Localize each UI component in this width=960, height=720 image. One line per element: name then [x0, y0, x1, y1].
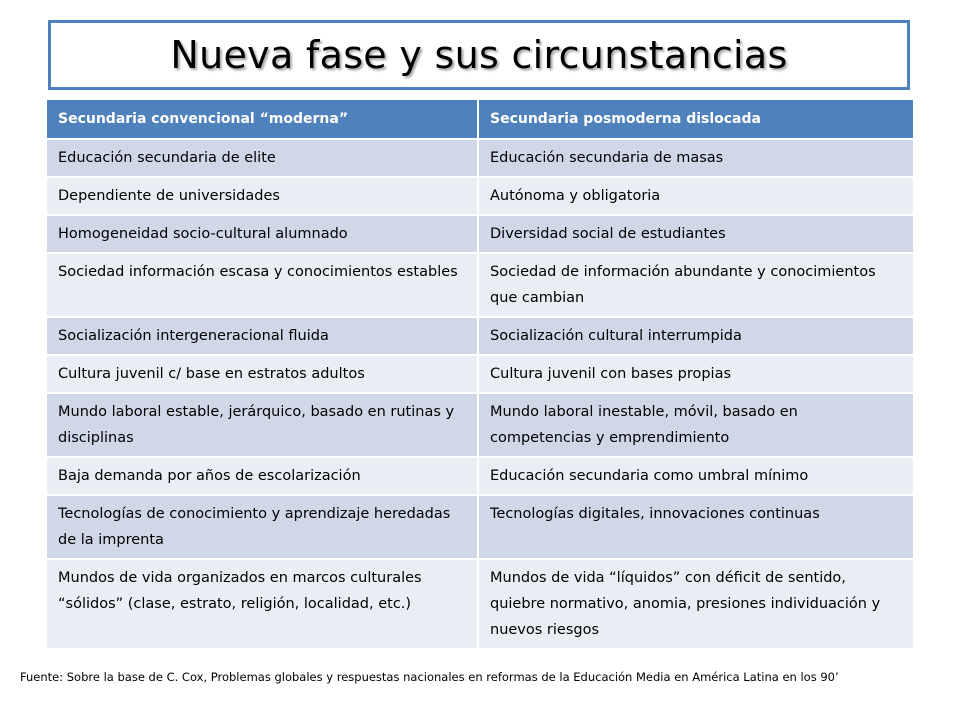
cell-postmodern: Tecnologías digitales, innovaciones continuas — [478, 495, 913, 559]
cell-postmodern: Educación secundaria de masas — [478, 139, 913, 177]
cell-conventional: Baja demanda por años de escolarización — [47, 457, 478, 495]
header-postmodern: Secundaria posmoderna dislocada — [478, 100, 913, 139]
cell-postmodern: Sociedad de información abundante y conocimientos que cambian — [478, 253, 913, 317]
cell-postmodern: Mundos de vida “líquidos” con déficit de sentido, quiebre normativo, anomia, presiones individuación y nuevos riesgos — [478, 559, 913, 649]
cell-conventional: Dependiente de universidades — [47, 177, 478, 215]
source-note: Fuente: Sobre la base de C. Cox, Problemas globales y respuestas nacionales en reformas de la Educación Media en América Latina en los 90’ — [20, 670, 839, 684]
table-row — [47, 177, 913, 215]
cell-postmodern: Autónoma y obligatoria — [478, 177, 913, 215]
title-box — [48, 20, 910, 90]
cell-conventional: Tecnologías de conocimiento y aprendizaje heredadas de la imprenta — [47, 495, 478, 559]
cell-conventional: Mundos de vida organizados en marcos culturales “sólidos” (clase, estrato, religión, localidad, etc.) — [47, 559, 478, 649]
cell-conventional: Mundo laboral estable, jerárquico, basado en rutinas y disciplinas — [47, 393, 478, 457]
table-header-row — [47, 100, 913, 139]
table-row — [47, 495, 913, 559]
header-conventional: Secundaria convencional “moderna” — [47, 100, 478, 139]
cell-postmodern: Socialización cultural interrumpida — [478, 317, 913, 355]
table-row — [47, 355, 913, 393]
cell-postmodern: Mundo laboral inestable, móvil, basado en competencias y emprendimiento — [478, 393, 913, 457]
cell-conventional: Cultura juvenil c/ base en estratos adultos — [47, 355, 478, 393]
cell-conventional: Socialización intergeneracional fluida — [47, 317, 478, 355]
cell-conventional: Sociedad información escasa y conocimientos estables — [47, 253, 478, 317]
table-row — [47, 253, 913, 317]
table-row — [47, 457, 913, 495]
slide-title: Nueva fase y sus circunstancias — [170, 33, 788, 77]
cell-conventional: Homogeneidad socio-cultural alumnado — [47, 215, 478, 253]
table-row — [47, 559, 913, 649]
table-row — [47, 393, 913, 457]
table-row — [47, 215, 913, 253]
table-row — [47, 139, 913, 177]
cell-postmodern: Cultura juvenil con bases propias — [478, 355, 913, 393]
table-row — [47, 317, 913, 355]
cell-conventional: Educación secundaria de elite — [47, 139, 478, 177]
cell-postmodern: Educación secundaria como umbral mínimo — [478, 457, 913, 495]
cell-postmodern: Diversidad social de estudiantes — [478, 215, 913, 253]
comparison-table — [47, 100, 913, 650]
